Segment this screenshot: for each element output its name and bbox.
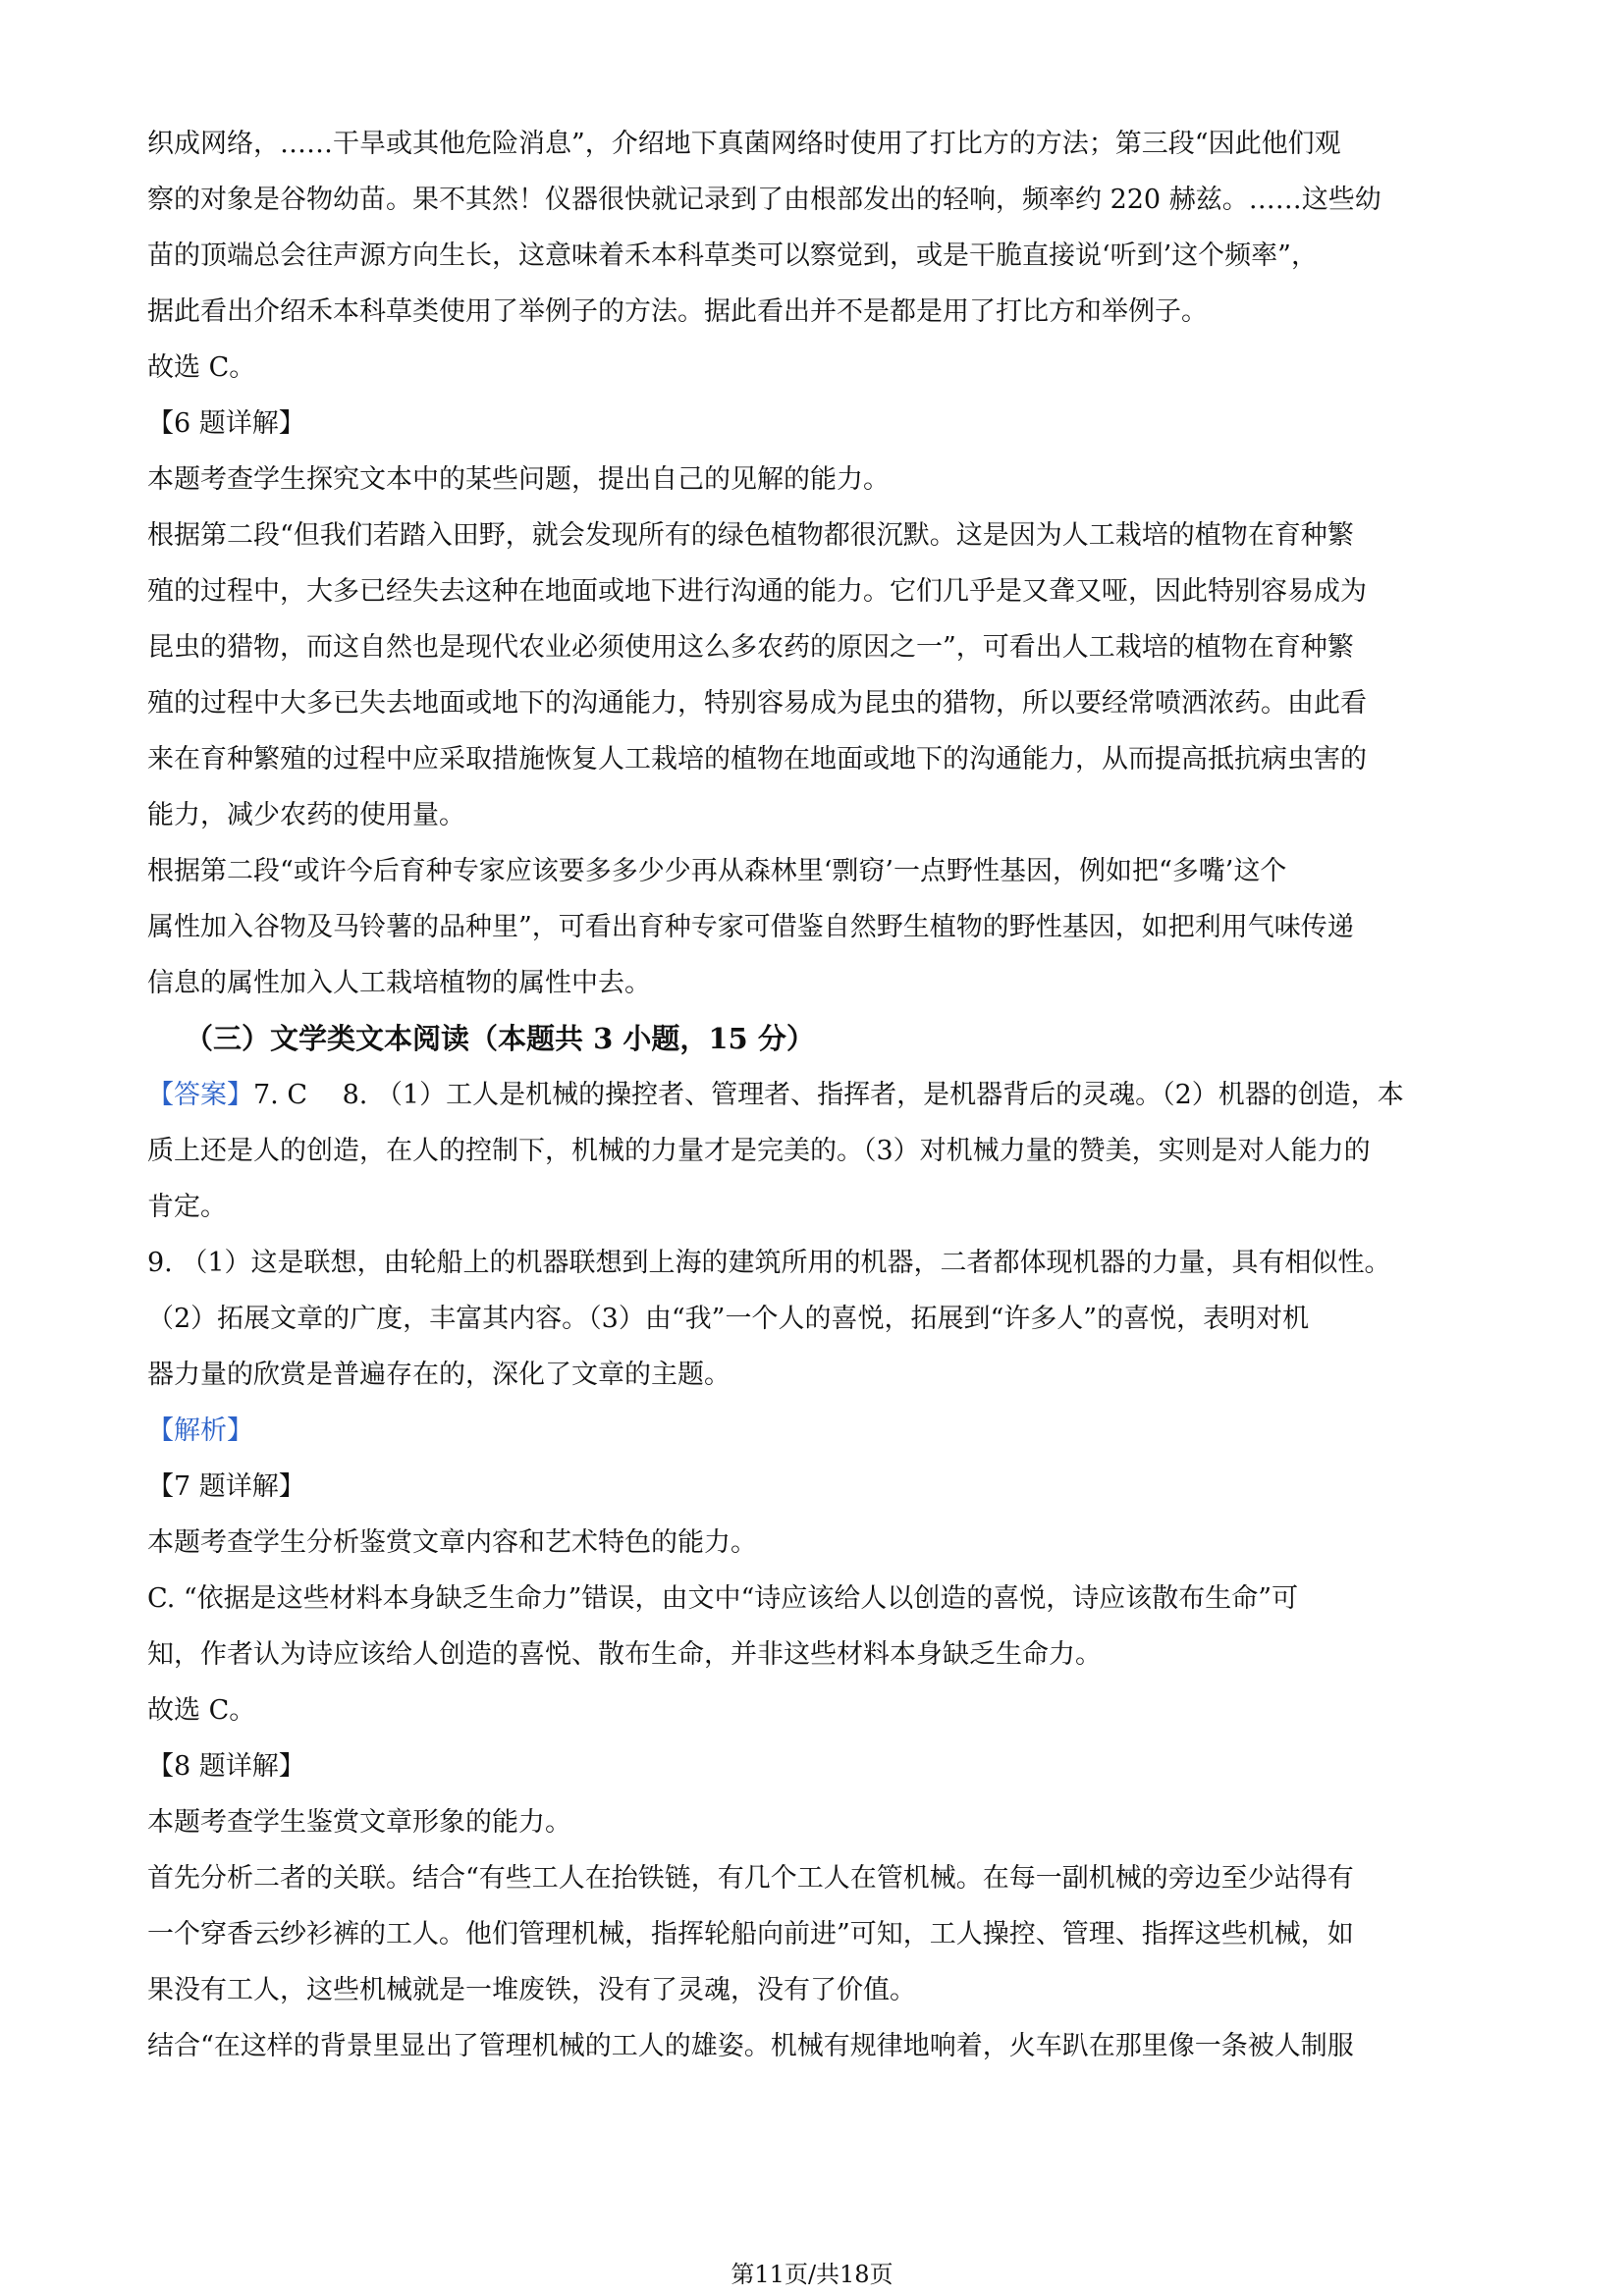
text-line: 察的对象是谷物幼苗。果不其然！仪器很快就记录到了由根部发出的轻响，频率约 220 赫兹。……这些幼 — [147, 185, 1381, 215]
text-line: 果没有工人，这些机械就是一堆废铁，没有了灵魂，没有了价值。 — [147, 1975, 916, 2005]
text-line: 属性加入谷物及马铃薯的品种里”，可看出育种专家可借鉴自然野生植物的野性基因，如把利用气味传递 — [147, 912, 1354, 942]
text-line: 来在育种繁殖的过程中应采取措施恢复人工栽培的植物在地面或地下的沟通能力，从而提高抵抗病虫害的 — [147, 744, 1367, 774]
text-line: 一个穿香云纱衫裤的工人。他们管理机械，指挥轮船向前进”可知，工人操控、管理、指挥这些机械，如 — [147, 1919, 1354, 1949]
text-line: （2）拓展文章的广度，丰富其内容。（3）由“我”一个人的喜悦，拓展到“许多人”的喜悦，表明对机 — [147, 1304, 1310, 1334]
text-line: 殖的过程中大多已失去地面或地下的沟通能力，特别容易成为昆虫的猎物，所以要经常喷洒浓药。由此看 — [147, 688, 1367, 719]
text-line: C. “依据是这些材料本身缺乏生命力”错误，由文中“诗应该给人以创造的喜悦，诗应该散布生命”可 — [147, 1583, 1299, 1614]
analysis-tag-line — [147, 1403, 1488, 1459]
text-line: 本题考查学生分析鉴赏文章内容和艺术特色的能力。 — [147, 1527, 757, 1558]
answer-text: 7. C 8. （1）工人是机械的操控者、管理者、指挥者，是机器背后的灵魂。（2）机器的创造，本 — [253, 1080, 1404, 1110]
subsection-title: 【8 题详解】 — [147, 1751, 305, 1782]
text-line: 信息的属性加入人工栽培植物的属性中去。 — [147, 968, 651, 998]
subsection-title: 【7 题详解】 — [147, 1471, 305, 1502]
text-line: 根据第二段“或许今后育种专家应该要多多少少再从森林里‘剽窃’一点野性基因，例如把“多嘴’这个 — [147, 856, 1287, 886]
text-line: 9. （1）这是联想，由轮船上的机器联想到上海的建筑所用的机器，二者都体现机器的力量，具有相似性。 — [147, 1248, 1391, 1278]
text-line: 质上还是人的创造，在人的控制下，机械的力量才是完美的。（3）对机械力量的赞美，实则是对人能力的 — [147, 1136, 1371, 1166]
answer-tag: 【答案】 — [147, 1080, 253, 1110]
section-heading: （三）文学类文本阅读（本题共 3 小题，15 分） — [185, 1022, 815, 1055]
text-line: 故选 C。 — [147, 1695, 256, 1726]
text-line: 织成网络，……干旱或其他危险消息”，介绍地下真菌网络时使用了打比方的方法；第三段“因此他们观 — [147, 129, 1341, 159]
text-line: 本题考查学生探究文本中的某些问题，提出自己的见解的能力。 — [147, 464, 890, 495]
text-line: 首先分析二者的关联。结合“有些工人在抬铁链，有几个工人在管机械。在每一副机械的旁边至少站得有 — [147, 1863, 1354, 1894]
answer-line — [147, 1067, 1488, 1123]
page-number-footer: 第11页/共18页 — [731, 2261, 893, 2288]
text-line: 知，作者认为诗应该给人创造的喜悦、散布生命，并非这些材料本身缺乏生命力。 — [147, 1639, 1102, 1670]
text-line: 昆虫的猎物，而这自然也是现代农业必须使用这么多农药的原因之一”，可看出人工栽培的植物在育种繁 — [147, 632, 1354, 663]
text-line: 器力量的欣赏是普遍存在的，深化了文章的主题。 — [147, 1360, 731, 1390]
subsection-title: 【6 题详解】 — [147, 408, 305, 439]
text-line: 故选 C。 — [147, 352, 256, 383]
text-line: 能力，减少农药的使用量。 — [147, 800, 465, 830]
analysis-tag: 【解析】 — [147, 1415, 253, 1446]
text-line: 根据第二段“但我们若踏入田野，就会发现所有的绿色植物都很沉默。这是因为人工栽培的植物在育种繁 — [147, 520, 1354, 551]
text-line: 肯定。 — [147, 1192, 227, 1222]
text-line: 苗的顶端总会往声源方向生长，这意味着禾本科草类可以察觉到，或是干脆直接说‘听到’这个频率”， — [147, 240, 1318, 271]
document-body — [147, 116, 1488, 2074]
text-line: 殖的过程中，大多已经失去这种在地面或地下进行沟通的能力。它们几乎是又聋又哑，因此特别容易成为 — [147, 576, 1367, 607]
text-line: 据此看出介绍禾本科草类使用了举例子的方法。据此看出并不是都是用了打比方和举例子。 — [147, 296, 1208, 327]
text-line: 结合“在这样的背景里显出了管理机械的工人的雄姿。机械有规律地响着，火车趴在那里像一条被人制服 — [147, 2031, 1354, 2061]
text-line: 本题考查学生鉴赏文章形象的能力。 — [147, 1807, 571, 1838]
